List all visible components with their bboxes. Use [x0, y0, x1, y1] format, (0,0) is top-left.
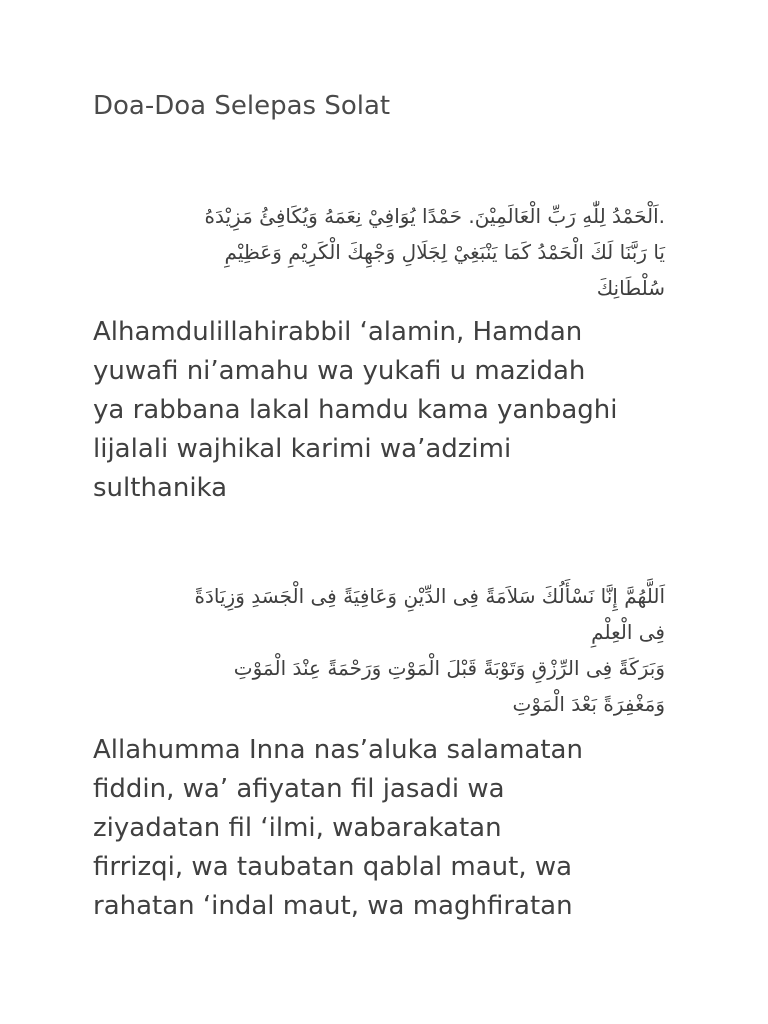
transliteration-line: Alhamdulillahirabbil ‘alamin, Hamdan — [93, 317, 583, 347]
transliteration-line: lijalali wajhikal karimi wa’adzimi — [93, 434, 512, 464]
transliteration-line: fiddin, wa’ afiyatan fil jasadi wa — [93, 774, 505, 804]
prayer-1-transliteration — [93, 313, 678, 508]
prayer-2-transliteration — [93, 731, 678, 926]
transliteration-line: ziyadatan fil ‘ilmi, wabarakatan — [93, 813, 502, 843]
arabic-line: وَمَغْفِرَةً بَعْدَ الْمَوْتِ — [512, 692, 665, 716]
transliteration-line: rahatan ‘indal maut, wa maghfiratan — [93, 891, 573, 921]
document-title: Doa-Doa Selepas Solat — [93, 91, 391, 121]
arabic-line: يَا رَبَّنَا لَكَ الْحَمْدُ كَمَا يَنْبَغِيْ لِجَلَالِ وَجْهِكَ الْكَرِيْمِ وَعَظِيْمِ — [224, 240, 665, 264]
arabic-line: فِى الْعِلْمِ — [591, 620, 665, 644]
arabic-line: .اَلْحَمْدُ لِلّٰهِ رَبِّ الْعَالَمِيْنَ. حَمْدًا يُوَافِيْ نِعَمَهُ وَيُكَافِئُ مَزِيْدَهُ — [204, 204, 665, 228]
prayer-2-arabic — [93, 578, 665, 722]
transliteration-line: yuwafi ni’amahu wa yukafi u mazidah — [93, 356, 586, 386]
transliteration-line: Allahumma Inna nas’aluka salamatan — [93, 735, 583, 765]
prayer-1-arabic — [93, 198, 665, 306]
transliteration-line: sulthanika — [93, 473, 228, 503]
arabic-line: سُلْطَانِكَ — [596, 276, 665, 300]
arabic-line: وَبَرَكَةً فِى الرِّزْقِ وَتَوْبَةً قَبْلَ الْمَوْتِ وَرَحْمَةً عِنْدَ الْمَوْتِ — [233, 656, 665, 680]
transliteration-line: ya rabbana lakal hamdu kama yanbaghi — [93, 395, 618, 425]
transliteration-line: firrizqi, wa taubatan qablal maut, wa — [93, 852, 573, 882]
arabic-line: اَللَّهُمَّ إِنَّا نَسْأَلُكَ سَلاَمَةً فِى الدِّيْنِ وَعَافِيَةً فِى الْجَسَدِ وَزِيَادَةً — [194, 584, 665, 608]
